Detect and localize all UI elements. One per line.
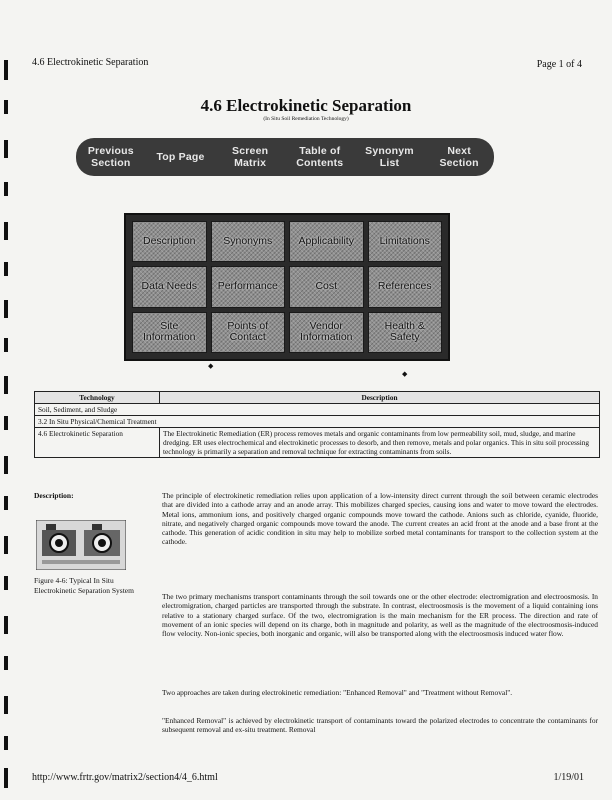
cost-button[interactable]: Cost (289, 266, 364, 307)
category-cell: 3.2 In Situ Physical/Chemical Treatment (35, 416, 600, 428)
scan-mark (4, 416, 8, 430)
top-page-button[interactable]: Top Page (156, 151, 205, 163)
description-label: Description: (34, 491, 74, 500)
scan-mark (4, 696, 8, 714)
media-cell: Soil, Sediment, and Sludge (35, 404, 600, 416)
scan-mark (4, 656, 8, 670)
scan-mark (4, 300, 8, 318)
scan-mark (4, 222, 8, 240)
table-row (35, 428, 600, 458)
paragraph: "Enhanced Removal" is achieved by electrokinetic transport of contaminants toward the polarized electrodes to concentrate the contaminants for subsequent removal and ex-situ treatment. Removal (162, 716, 598, 735)
scan-mark (4, 262, 8, 276)
screen-matrix-button[interactable]: Screen Matrix (232, 145, 269, 169)
figure-image (36, 520, 126, 570)
footer-date: 1/19/01 (553, 772, 584, 783)
vendor-information-button[interactable]: Vendor Information (289, 312, 364, 353)
next-section-button[interactable]: Next Section (439, 145, 479, 169)
page-subtitle: (In Situ Soil Remediation Technology) (263, 116, 349, 122)
references-button[interactable]: References (368, 266, 443, 307)
print-header-page: Page 1 of 4 (536, 59, 582, 70)
scan-mark (4, 576, 8, 590)
health-safety-button[interactable]: Health & Safety (368, 312, 443, 353)
column-header-description: Description (160, 392, 600, 404)
scan-mark (4, 376, 8, 394)
scan-mark (4, 496, 8, 510)
nav-bar (76, 138, 494, 176)
scan-mark (4, 536, 8, 554)
scan-mark (4, 616, 8, 634)
technology-description-cell: The Electrokinetic Remediation (ER) process removes metals and organic contaminants from low permeability soil, mud, sludge, and marine dredging. ER uses electrochemical and electrokinetic processes to desorb, and then remove, metals and polar organics. This in situ soil processing technology is primarily a separation and removal technique for extracting contaminants from soils. (160, 428, 600, 458)
footer-url[interactable]: http://www.frtr.gov/matrix2/section4/4_6.html (32, 772, 218, 783)
bullet-dot-icon: ◆ (208, 362, 214, 370)
limitations-button[interactable]: Limitations (368, 221, 443, 262)
topic-button-grid (124, 213, 450, 361)
page-title: 4.6 Electrokinetic Separation (200, 96, 412, 115)
scan-mark (4, 182, 8, 196)
synonym-list-button[interactable]: Synonym List (365, 145, 414, 169)
table-row (35, 404, 600, 416)
column-header-technology: Technology (35, 392, 160, 404)
scan-mark (4, 768, 8, 788)
points-of-contact-button[interactable]: Points of Contact (211, 312, 286, 353)
performance-button[interactable]: Performance (211, 266, 286, 307)
table-header-row (35, 392, 600, 404)
data-needs-button[interactable]: Data Needs (132, 266, 207, 307)
scan-mark (4, 736, 8, 750)
scan-mark (4, 338, 8, 352)
scan-mark (4, 140, 8, 158)
table-row (35, 416, 600, 428)
paragraph: The principle of electrokinetic remediation relies upon application of a low-intensity direct current through the soil between ceramic electrodes that are divided into a cathode array and an anode array. This mobilizes charged species, causing ions and water to move toward the electrodes. Metal ions, ammonium ions, and positively charged organic compounds move toward the cathode. Anions such as chloride, cyanide, fluoride, nitrate, and negatively charged organic compounds move toward the anode. The current creates an acid front at the anode and a base front at the cathode. This generation of acidic condition in situ may help to mobilize sorbed metal contaminants for transport to the collection system at the cathode. (162, 491, 598, 547)
scan-mark (4, 60, 8, 80)
table-of-contents-button[interactable]: Table of Contents (296, 145, 344, 169)
figure-thumbnail[interactable] (36, 520, 126, 570)
print-header-title: 4.6 Electrokinetic Separation (32, 57, 149, 68)
description-button[interactable]: Description (132, 221, 207, 262)
figure-caption: Figure 4-6: Typical In Situ Electrokinetic Separation System (34, 576, 134, 595)
previous-section-button[interactable]: Previous Section (87, 145, 134, 169)
technology-table (34, 391, 600, 458)
scan-mark (4, 456, 8, 474)
technology-name-cell: 4.6 Electrokinetic Separation (35, 428, 160, 458)
site-information-button[interactable]: Site Information (132, 312, 207, 353)
paragraph: The two primary mechanisms transport contaminants through the soil towards one or the other electrode: electromigration and electroosmosis. In electromigration, charged particles are transported through the substrate. In contrast, electroosmosis is the movement of a liquid containing ions relative to a stationary charged surface. Of the two, electromigration is the main mechanism for the ER process. The direction and rate of movement of an ionic species will depend on its charge, both in magnitude and polarity, as well as the magnitude of the electroosmosis-induced flow velocity. Non-ionic species, both inorganic and organic, will also be transported along with the electroosmosis induced water flow. (162, 592, 598, 639)
bullet-dot-icon: ◆ (402, 370, 408, 378)
paragraph: Two approaches are taken during electrokinetic remediation: "Enhanced Removal" and "Treatment without Removal". (162, 688, 513, 697)
applicability-button[interactable]: Applicability (289, 221, 364, 262)
synonyms-button[interactable]: Synonyms (211, 221, 286, 262)
